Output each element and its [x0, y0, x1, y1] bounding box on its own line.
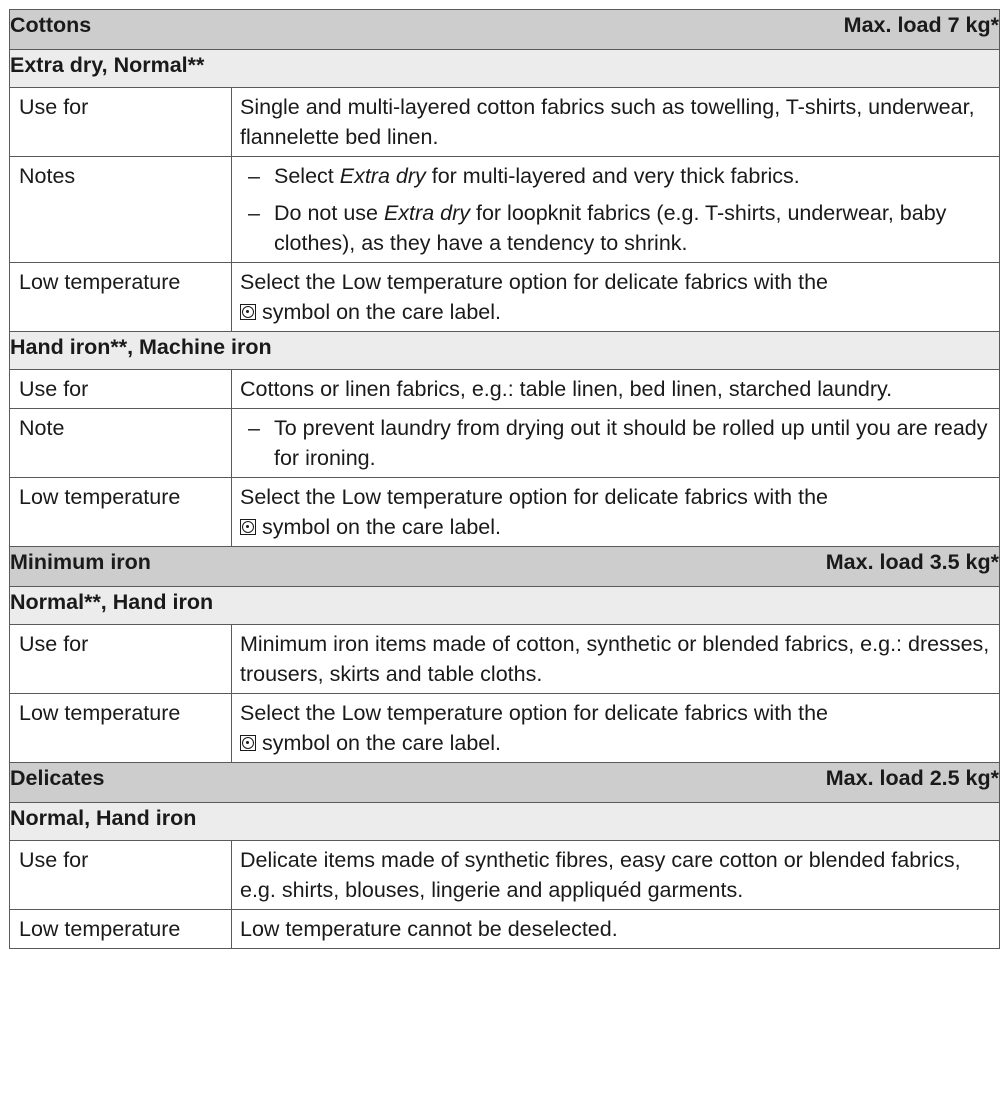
- row-label: Use for: [10, 88, 232, 157]
- dash-bullet: –: [248, 164, 260, 188]
- row-content: Low temperature cannot be deselected.: [232, 910, 1000, 949]
- table-row: [10, 409, 1000, 478]
- table-row: [10, 263, 1000, 332]
- program-header-delicates: [10, 763, 1000, 803]
- table-row: [10, 370, 1000, 409]
- tumble-dry-low-heat-icon: [240, 519, 256, 535]
- program-name: Cottons: [10, 13, 92, 37]
- section-header-normal-hand-iron: Normal**, Hand iron: [10, 587, 1000, 625]
- row-content: Delicate items made of synthetic fibres, easy care cotton or blended fabrics, e.g. shirts, blouses, lingerie and appliquéd garments.: [232, 841, 1000, 910]
- dash-bullet: –: [248, 416, 260, 440]
- row-content: [232, 157, 1000, 263]
- row-label: Low temperature: [10, 910, 232, 949]
- row-label: Low temperature: [10, 263, 232, 332]
- row-label: Use for: [10, 625, 232, 694]
- row-label: Use for: [10, 841, 232, 910]
- row-content: Cottons or linen fabrics, e.g.: table linen, bed linen, starched laundry.: [232, 370, 1000, 409]
- row-content: [232, 409, 1000, 478]
- program-name: Minimum iron: [10, 550, 151, 574]
- program-header-cottons: [10, 10, 1000, 50]
- max-load-label: Max. load 3.5 kg*: [825, 550, 1000, 574]
- row-content: Single and multi-layered cotton fabrics such as towelling, T-shirts, underwear, flannelette bed linen.: [232, 88, 1000, 157]
- table-row: [10, 694, 1000, 763]
- row-content: Select the Low temperature option for delicate fabrics with the symbol on the care label.: [232, 694, 1000, 763]
- row-content: Select the Low temperature option for delicate fabrics with the symbol on the care label.: [232, 478, 1000, 547]
- tumble-dry-low-heat-icon: [240, 304, 256, 320]
- table-row: [10, 157, 1000, 263]
- program-header-minimum-iron: [10, 547, 1000, 587]
- note-item: – Select Extra dry for multi-layered and very thick fabrics.: [240, 161, 995, 191]
- table-row: [10, 88, 1000, 157]
- row-content: Minimum iron items made of cotton, synthetic or blended fabrics, e.g.: dresses, trousers, skirts and table cloths.: [232, 625, 1000, 694]
- row-label: Use for: [10, 370, 232, 409]
- section-header-hand-machine-iron: Hand iron**, Machine iron: [10, 332, 1000, 370]
- table-row: [10, 478, 1000, 547]
- row-label: Note: [10, 409, 232, 478]
- table-row: [10, 841, 1000, 910]
- emphasized-option: Extra dry: [383, 201, 470, 225]
- max-load-label: Max. load 2.5 kg*: [825, 766, 1000, 790]
- emphasized-option: Extra dry: [339, 164, 426, 188]
- dash-bullet: –: [248, 201, 260, 225]
- row-label: Low temperature: [10, 478, 232, 547]
- drying-programme-table: [9, 9, 1000, 949]
- row-content: Select the Low temperature option for delicate fabrics with the symbol on the care label.: [232, 263, 1000, 332]
- row-label: Notes: [10, 157, 232, 263]
- table-row: [10, 625, 1000, 694]
- section-header-normal-hand-iron: Normal, Hand iron: [10, 803, 1000, 841]
- note-item: – Do not use Extra dry for loopknit fabrics (e.g. T-shirts, underwear, baby clothes), as they have a tendency to shrink.: [240, 198, 995, 258]
- section-header-extra-dry-normal: Extra dry, Normal**: [10, 50, 1000, 88]
- row-label: Low temperature: [10, 694, 232, 763]
- tumble-dry-low-heat-icon: [240, 735, 256, 751]
- note-item: – To prevent laundry from drying out it should be rolled up until you are ready for ironing.: [240, 413, 995, 473]
- table-row: [10, 910, 1000, 949]
- program-name: Delicates: [10, 766, 105, 790]
- max-load-label: Max. load 7 kg*: [843, 13, 1000, 37]
